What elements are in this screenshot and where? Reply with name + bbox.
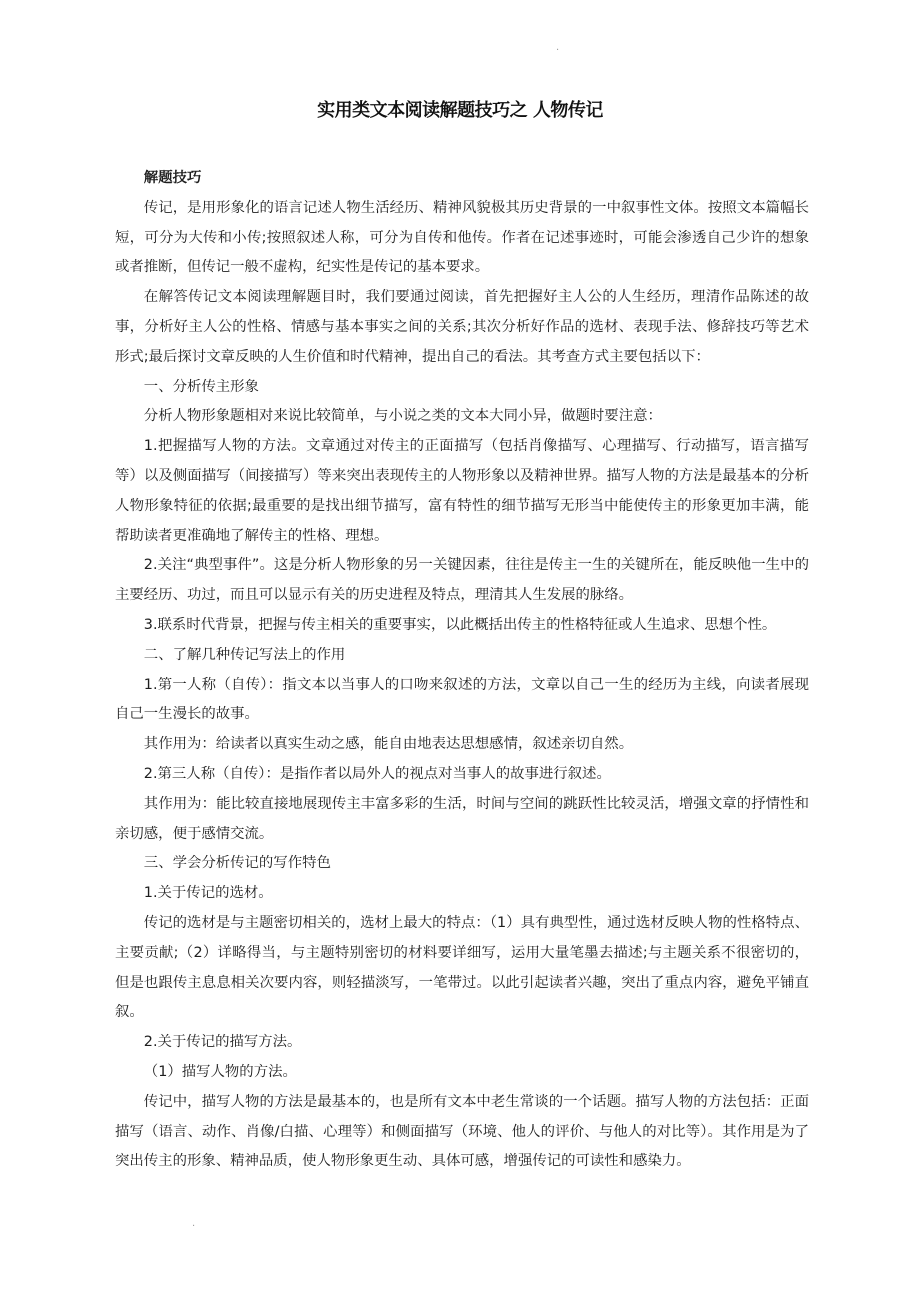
header-mark: · (556, 45, 560, 56)
page-title: 实用类文本阅读解题技巧之 人物传记 (317, 100, 603, 121)
paragraph: 其作用为：能比较直接地展现传主丰富多彩的生活，时间与空间的跳跃性比较灵活，增强文章的抒情性和亲切感，便于感情交流。 (115, 795, 809, 842)
section-heading: 解题技巧 (143, 170, 202, 186)
paragraph: 1.关于传记的选材。 (143, 885, 273, 902)
paragraph: 传记的选材是与主题密切相关的，选材上最大的特点：（1）具有典型性，通过选材反映人物的性格特点、主要贡献;（2）详略得当，与主题特别密切的材料要详细写，运用大量笔墨去描述;与主题关系不很密切的，但是也跟传主息息相关次要内容，则轻描淡写，一笔带过。以此引起读者兴趣，突出了重点内容，避免平铺直叙。 (115, 914, 809, 1021)
paragraph: 传记，是用形象化的语言记述人物生活经历、精神风貌极其历史背景的一中叙事性文体。按照文本篇幅长短，可分为大传和小传;按照叙述人称，可分为自传和他传。作者在记述事迹时，可能会渗透自己少许的想象或者推断，但传记一般不虚构，纪实性是传记的基本要求。 (115, 199, 809, 276)
paragraph: 2.关于传记的描写方法。 (143, 1034, 302, 1051)
paragraph: 在解答传记文本阅读理解题目时，我们要通过阅读，首先把握好主人公的人生经历，理清作品陈述的故事，分析好主人公的性格、情感与基本事实之间的关系;其次分析好作品的选材、表现手法、修辞技巧等艺术形式;最后探讨文章反映的人生价值和时代精神，提出自己的看法。其考查方式主要包括以下： (115, 289, 809, 365)
paragraph: 1.第一人称（自传）：指文本以当事人的口吻来叙述的方法，文章以自己一生的经历为主线，向读者展现自己一生漫长的故事。 (115, 676, 809, 723)
footer-mark: · (192, 1221, 196, 1232)
paragraph: （1）描写人物的方法。 (143, 1063, 297, 1080)
paragraph: 三、学会分析传记的写作特色 (143, 855, 331, 872)
article-body (115, 164, 809, 1177)
paragraph: 传记中，描写人物的方法是最基本的，也是所有文本中老生常谈的一个话题。描写人物的方法包括：正面描写（语言、动作、肖像/白描、心理等）和侧面描写（环境、他人的评价、与他人的对比等）。其作用是为了突出传主的形象、精神品质，使人物形象更生动、具体可感，增强传记的可读性和感染力。 (115, 1093, 809, 1170)
paragraph: 2.第三人称（自传）：是指作者以局外人的视点对当事人的故事进行叙述。 (143, 765, 611, 782)
paragraph: 2.关注“典型事件”。这是分析人物形象的另一关键因素，往往是传主一生的关键所在，能反映他一生中的主要经历、功过，而且可以显示有关的历史进程及特点，理清其人生发展的脉络。 (115, 557, 809, 604)
paragraph: 其作用为：给读者以真实生动之感，能自由地表达思想感情，叙述亲切自然。 (143, 736, 634, 753)
paragraph: 3.联系时代背景，把握与传主相关的重要事实，以此概括出传主的性格特征或人生追求、思想个性。 (143, 616, 777, 633)
paragraph: 二、了解几种传记写法上的作用 (143, 646, 346, 663)
paragraph: 分析人物形象题相对来说比较简单，与小说之类的文本大同小异，做题时要注意： (143, 408, 662, 425)
paragraph: 1.把握描写人物的方法。文章通过对传主的正面描写（包括肖像描写、心理描写、行动描写，语言描写等）以及侧面描写（间接描写）等来突出表现传主的人物形象以及精神世界。描写人物的方法是最基本的分析人物形象特征的依据;最重要的是找出细节描写，富有特性的细节描写无形当中能使传主的形象更加丰满，能帮助读者更准确地了解传主的性格、理想。 (115, 438, 809, 544)
paragraph: 一、分析传主形象 (143, 378, 259, 395)
